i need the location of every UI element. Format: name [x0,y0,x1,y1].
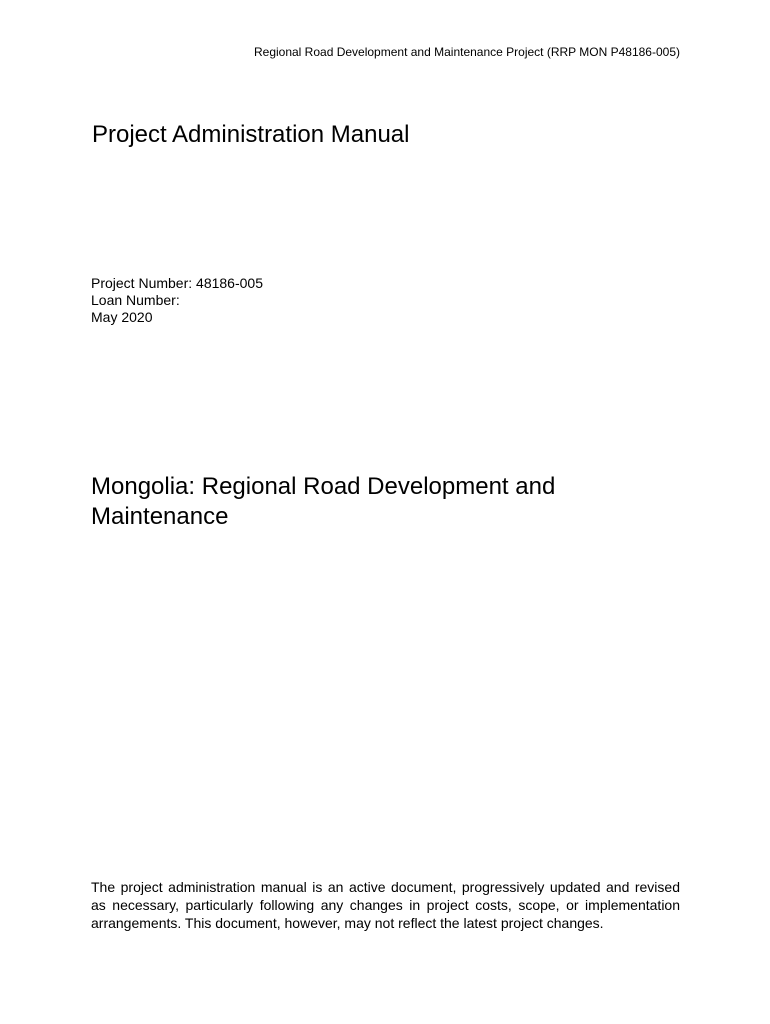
disclaimer-paragraph: The project administration manual is an active document, progressively updated and revised as necessary, particularly following any changes in project costs, scope, or implementation arrangements. This document, however, may not reflect the latest project changes. [91,879,680,931]
document-title: Project Administration Manual [92,121,410,148]
project-meta [91,275,263,326]
document-date: May 2020 [91,309,153,325]
running-header: Regional Road Development and Maintenance Project (RRP MON P48186-005) [253,45,680,59]
loan-number: Loan Number: [91,292,180,308]
project-title: Mongolia: Regional Road Development and Maintenance [91,473,556,530]
project-number: Project Number: 48186-005 [91,275,263,291]
